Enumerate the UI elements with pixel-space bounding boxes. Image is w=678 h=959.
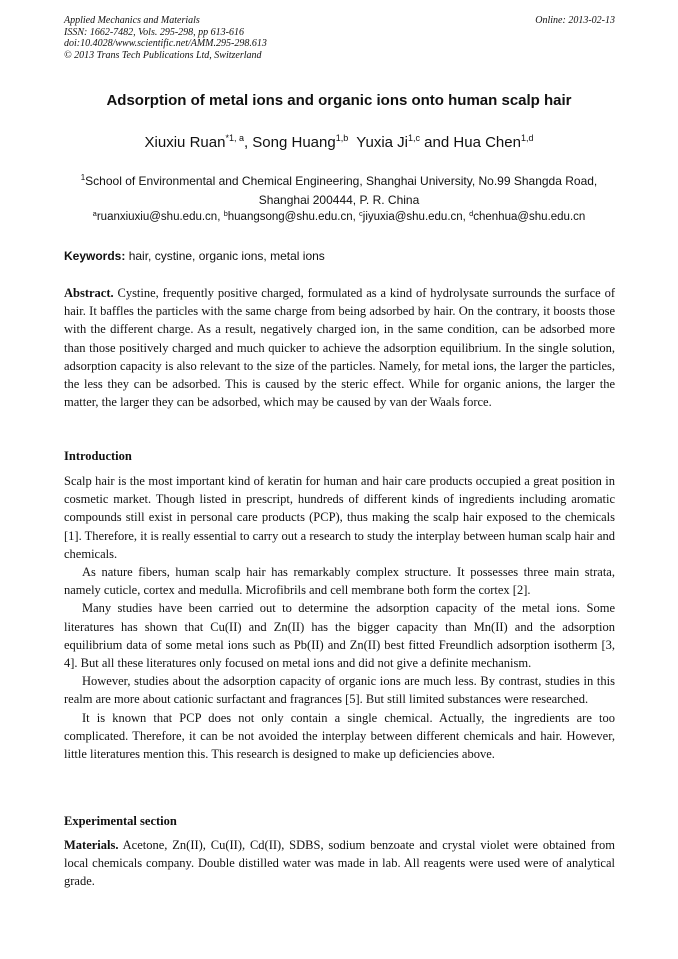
- journal-issn: ISSN: 1662-7482, Vols. 295-298, pp 613-616: [64, 26, 244, 38]
- materials-label: Materials.: [64, 838, 119, 852]
- author-separator: and: [420, 134, 454, 151]
- journal-name: Applied Mechanics and Materials: [64, 15, 200, 26]
- email-mark: b: [223, 209, 228, 218]
- paragraph: Scalp hair is the most important kind of keratin for human and hair care products occupied a great position in cosmetic market. Though listed in prescript, hundreds of different kinds of ingredients including aromatic compounds still exist in personal care products (PCP), thus making the scalp hair exposed to the chemicals [1]. Therefore, it is really essential to carry out a research to study the interplay between human scalp hair and chemicals.: [64, 474, 615, 561]
- author-list: [40, 133, 638, 151]
- journal-copyright: © 2013 Trans Tech Publications Ltd, Switzerland: [64, 49, 262, 61]
- author-affiliation-mark: 1,c: [408, 133, 421, 143]
- materials-paragraph: [64, 836, 615, 891]
- author-name: Song Huang: [252, 134, 336, 151]
- paragraph: It is known that PCP does not only contain a single chemical. Actually, the ingredients are too complicated. Therefore, it can be not avoided the interplay between different chemicals and hair. However, little literatures mention this. This research is designed to make up deficiencies above.: [64, 710, 615, 762]
- author-name: Hua Chen: [453, 134, 521, 151]
- author-separator: ,: [243, 134, 253, 151]
- paper-title: Adsorption of metal ions and organic ions onto human scalp hair: [106, 92, 572, 109]
- author-affiliation-mark: 1,b: [335, 133, 349, 143]
- materials-text: Acetone, Zn(II), Cu(II), Cd(II), SDBS, sodium benzoate and crystal violet were obtained from local chemicals company. Double distilled water was made in lab. All reagents were used were of analytical grade.: [64, 838, 615, 889]
- affiliation-line-1: School of Environmental and Chemical Engineering, Shanghai University, No.99 Shangda Road,: [85, 174, 598, 188]
- abstract: [64, 284, 615, 411]
- affiliation-line-2: Shanghai 200444, P. R. China: [258, 193, 420, 207]
- journal-doi: doi:10.4028/www.scientific.net/AMM.295-298.613: [64, 38, 267, 49]
- email-address: huangsong@shu.edu.cn: [227, 211, 353, 223]
- author-name: Yuxia Ji: [356, 134, 408, 151]
- keywords-label: Keywords:: [64, 249, 126, 263]
- paragraph: However, studies about the adsorption capacity of organic ions are much less. By contrast, studies in this realm are more about cationic surfactant and fragrances [5]. But still limited substances were researched.: [64, 674, 615, 707]
- keywords-text: hair, cystine, organic ions, metal ions: [125, 249, 325, 263]
- email-separator: ,: [352, 211, 360, 223]
- email-separator: ,: [462, 211, 470, 223]
- affiliation-mark: 1: [80, 173, 86, 182]
- email-separator: ,: [217, 211, 224, 223]
- affiliation: [50, 168, 628, 210]
- email-mark: d: [469, 209, 474, 218]
- author-affiliation-mark: 1,d: [520, 133, 534, 143]
- paragraph: Many studies have been carried out to determine the adsorption capacity of the metal ions. Some literatures has shown that Cu(II) and Zn(II) has the bigger capacity than Mn(II) and the adsorption equilibrium data of some metal ions such as Pb(II) and Zn(II) best fitted Freundlich adsorption isotherm [3, 4]. But all these literatures only focused on metal ions and did not give a definite mechanism.: [64, 601, 615, 671]
- email-list: [40, 209, 638, 223]
- introduction-body: [64, 472, 615, 763]
- keywords: [64, 249, 615, 263]
- email-address: jiyuxia@shu.edu.cn: [362, 211, 463, 223]
- email-mark: c: [359, 209, 363, 218]
- email-address: chenhua@shu.edu.cn: [473, 211, 586, 223]
- author-affiliation-mark: *1, a: [225, 133, 244, 143]
- experimental-heading: Experimental section: [64, 814, 177, 828]
- email-address: ruanxiuxiu@shu.edu.cn: [96, 211, 218, 223]
- journal-header: [64, 15, 615, 61]
- introduction-heading: Introduction: [64, 449, 132, 463]
- abstract-text: Cystine, frequently positive charged, formulated as a kind of hydrolysate surrounds the surface of hair. It baffles the particles with the same charge from being adsorbed by hair. On the contrary, it boosts those with the different charge. As a result, negatively charged ion, in the same condition, can be adsorbed more than those positively charged and much quicker to achieve the adsorption equilibrium. In the single solution, adsorption capacity is also relevant to the size of the particles. Namely, for metal ions, the larger the particles, the less they can be adsorbed. This is caused by the steric effect. While for organic anions, the larger the matter, the larger they can be adsorbed, which may be caused by van der Waals force.: [64, 286, 615, 410]
- author-name: Xiuxiu Ruan: [144, 134, 226, 151]
- abstract-label: Abstract.: [64, 286, 114, 300]
- paragraph: As nature fibers, human scalp hair has remarkably complex structure. It possesses three main strata, namely cuticle, cortex and medulla. Microfibrils and cell membrane both form the cortex [2].: [64, 565, 615, 598]
- email-mark: a: [92, 209, 97, 218]
- online-date: Online: 2013-02-13: [535, 15, 615, 26]
